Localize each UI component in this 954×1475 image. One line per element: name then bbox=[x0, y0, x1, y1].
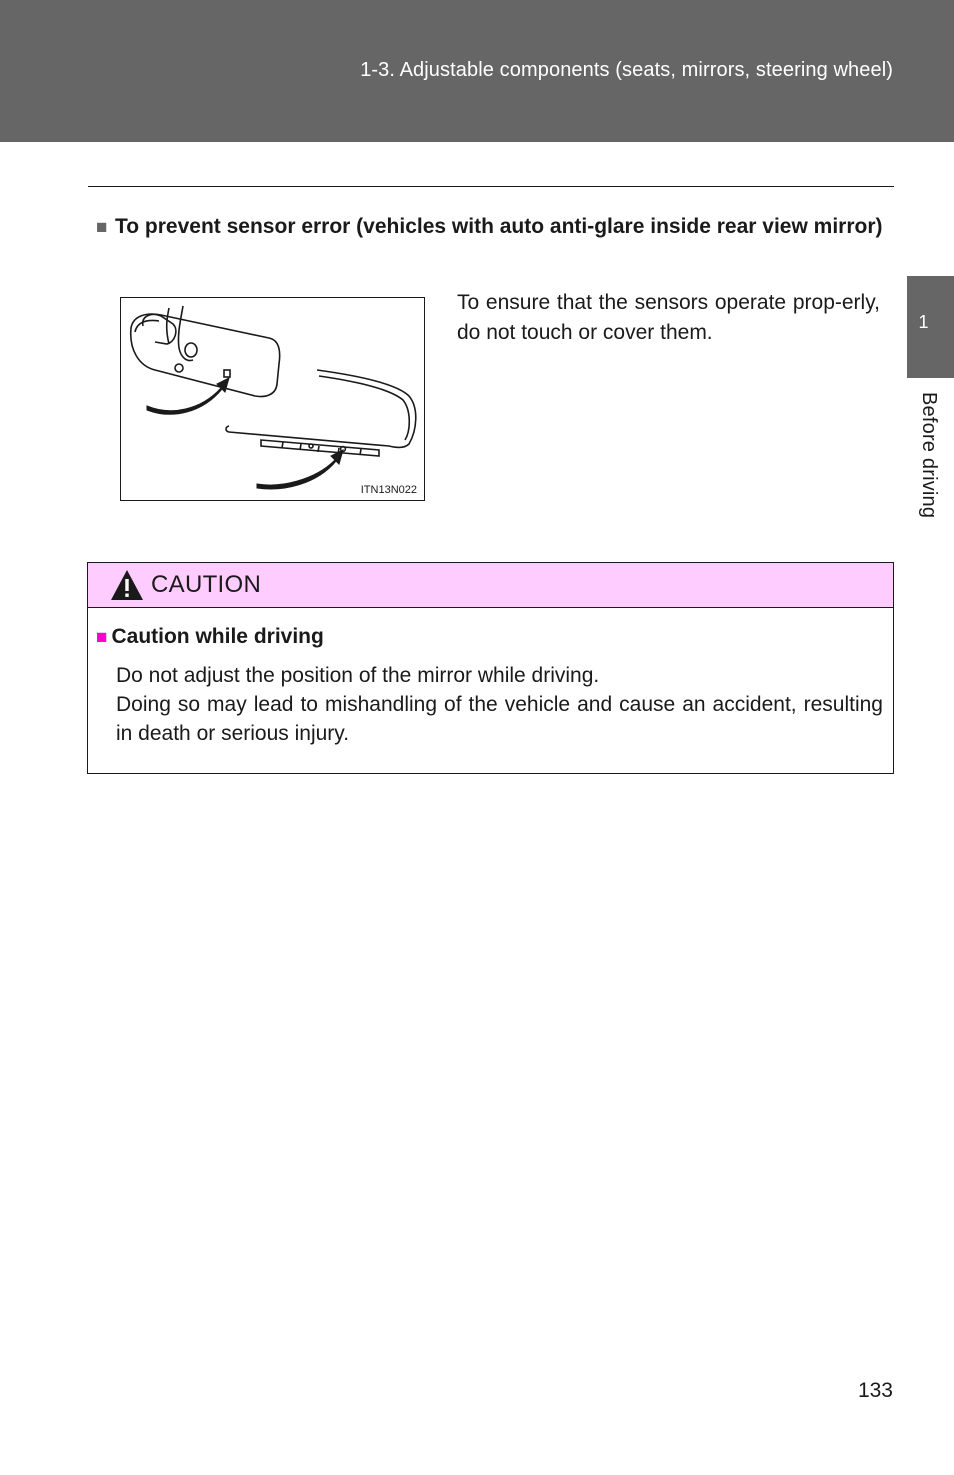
caution-paragraph: Doing so may lead to mishandling of the vehicle and cause an accident, resulting in death or serious injury. bbox=[116, 693, 883, 745]
warning-triangle-icon bbox=[109, 568, 145, 602]
figure-code: ITN13N022 bbox=[360, 484, 417, 496]
chapter-tab bbox=[907, 276, 954, 378]
top-divider bbox=[88, 186, 894, 187]
chapter-label: Before driving bbox=[918, 392, 940, 519]
mirror-illustration bbox=[120, 297, 425, 501]
square-bullet-icon: ■ bbox=[96, 217, 108, 238]
sensor-instructions: To ensure that the sensors operate prop-erly, do not touch or cover them. bbox=[457, 291, 880, 344]
caution-subheading bbox=[96, 625, 324, 649]
chapter-number: 1 bbox=[918, 312, 929, 332]
caution-subheading-text: Caution while driving bbox=[111, 625, 324, 648]
section-heading-text: To prevent sensor error (vehicles with auto anti-glare inside rear view mirror) bbox=[115, 215, 883, 238]
caution-title: CAUTION bbox=[151, 571, 262, 598]
section-title: 1-3. Adjustable components (seats, mirrors, steering wheel) bbox=[360, 59, 893, 81]
caution-body bbox=[116, 661, 883, 748]
caution-paragraph: Do not adjust the position of the mirror while driving. bbox=[116, 664, 600, 687]
pink-square-bullet-icon: ■ bbox=[96, 627, 108, 648]
rear-view-mirror-drawing bbox=[121, 298, 426, 502]
caution-box bbox=[87, 562, 894, 774]
page-number: 133 bbox=[857, 1379, 893, 1402]
section-heading bbox=[96, 213, 886, 241]
header-band bbox=[0, 0, 954, 142]
caution-header bbox=[88, 563, 893, 608]
